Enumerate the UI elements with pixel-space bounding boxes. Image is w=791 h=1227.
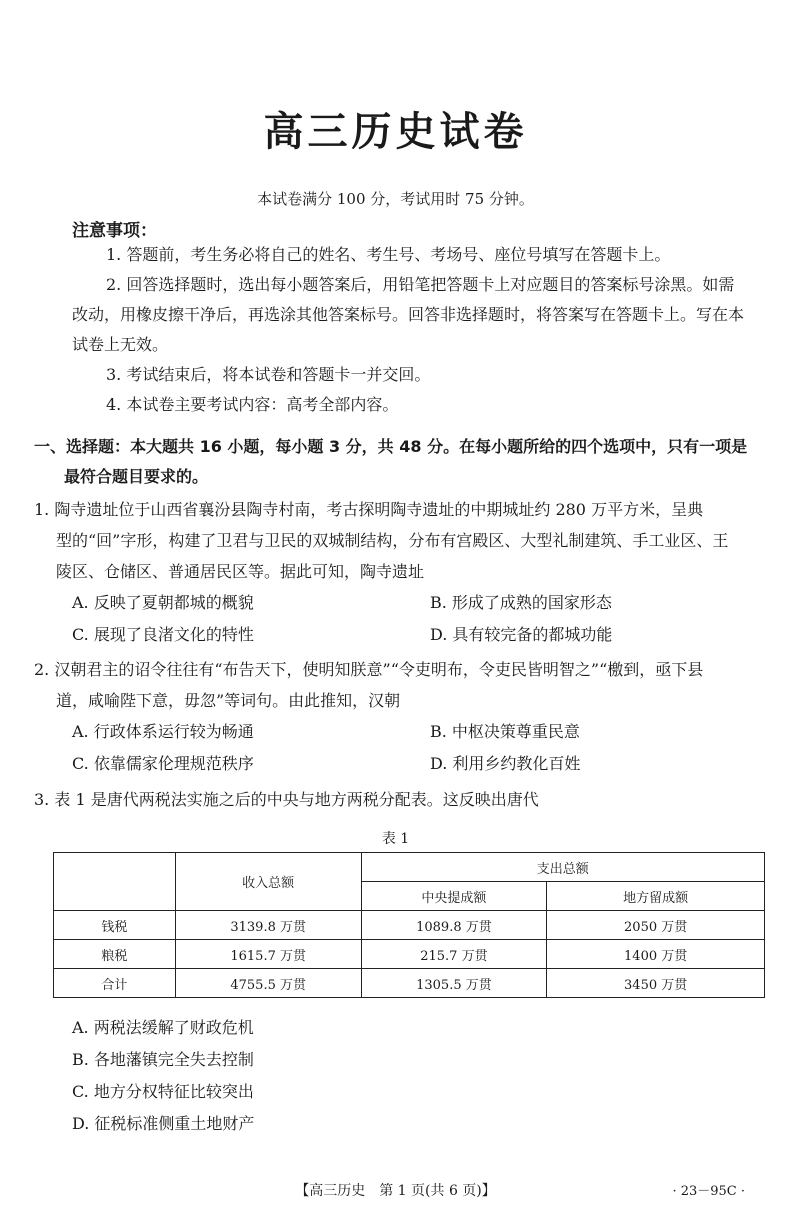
cell-income: 3139.8 万贯 — [175, 911, 361, 940]
option-d[interactable]: D. 利用乡约教化百姓 — [430, 754, 581, 773]
options — [34, 716, 769, 780]
stem-line: 型的“回”字形，构建了卫君与卫民的双城制结构，分布有宫殿区、大型礼制建筑、手工业区、王 — [56, 531, 729, 550]
option-c[interactable]: C. 依靠儒家伦理规范秩序 — [72, 754, 254, 773]
table-row — [54, 911, 765, 940]
table-row — [54, 940, 765, 969]
option-b[interactable]: B. 中枢决策尊重民意 — [430, 722, 580, 741]
table-header-expense: 支出总额 — [361, 853, 764, 882]
tax-table — [53, 852, 765, 998]
question-stem — [34, 784, 769, 815]
cell-income: 1615.7 万贯 — [175, 940, 361, 969]
option-b[interactable]: B. 各地藩镇完全失去控制 — [72, 1050, 254, 1069]
notice-heading: 注意事项： — [72, 221, 157, 241]
exam-info: 本试卷满分 100 分，考试用时 75 分钟。 — [257, 190, 534, 208]
stem-line: 3. 表 1 是唐代两税法实施之后的中央与地方两税分配表。这反映出唐代 — [34, 790, 539, 809]
table-header-central: 中央提成额 — [361, 882, 547, 911]
table-header-income: 收入总额 — [175, 853, 361, 911]
cell-local: 1400 万贯 — [547, 940, 765, 969]
question-stem — [34, 654, 769, 716]
option-a[interactable]: A. 反映了夏朝都城的概貌 — [72, 593, 254, 612]
page-title: 高三历史试卷 — [263, 109, 528, 155]
option-c[interactable]: C. 展现了良渚文化的特性 — [72, 625, 254, 644]
section-heading-line: 一、选择题：本大题共 16 小题，每小题 3 分，共 48 分。在每小题所给的四个选项中，只有一项是 — [34, 437, 748, 456]
option-a[interactable]: A. 行政体系运行较为畅通 — [72, 722, 254, 741]
cell-local: 2050 万贯 — [547, 911, 765, 940]
question-1 — [34, 494, 769, 651]
cell-local: 3450 万贯 — [547, 969, 765, 998]
options — [34, 587, 769, 651]
notice-item: 2. 回答选择题时，选出每小题答案后，用铅笔把答题卡上对应题目的答案标号涂黑。如需改动，用橡皮擦干净后，再选涂其他答案标号。回答非选择题时，将答案写在答题卡上。写在本试卷上无效。 — [72, 275, 745, 354]
option-d[interactable]: D. 征税标准侧重土地财产 — [72, 1114, 255, 1133]
cell-income: 4755.5 万贯 — [175, 969, 361, 998]
stem-line: 陵区、仓储区、普通居民区等。据此可知，陶寺遗址 — [56, 562, 425, 581]
table-header-row — [54, 853, 765, 882]
row-name: 粮税 — [54, 940, 176, 969]
question-stem — [34, 494, 769, 587]
table-caption: 表 1 — [381, 831, 410, 847]
table-header-local: 地方留成额 — [547, 882, 765, 911]
exam-code: · 23－95C · — [672, 1184, 745, 1199]
option-d[interactable]: D. 具有较完备的都城功能 — [430, 625, 613, 644]
option-c[interactable]: C. 地方分权特征比较突出 — [72, 1082, 254, 1101]
section-heading — [34, 432, 764, 492]
cell-central: 1305.5 万贯 — [361, 969, 547, 998]
notice-item: 3. 考试结束后，将本试卷和答题卡一并交回。 — [106, 365, 431, 384]
page-footer: 【高三历史 第 1 页(共 6 页)】 — [295, 1183, 496, 1199]
question-3 — [34, 784, 769, 815]
notice-item: 4. 本试卷主要考试内容：高考全部内容。 — [106, 395, 399, 414]
option-b[interactable]: B. 形成了成熟的国家形态 — [430, 593, 612, 612]
row-name: 合计 — [54, 969, 176, 998]
cell-central: 215.7 万贯 — [361, 940, 547, 969]
stem-line: 道，咸喻陛下意，毋忽”等词句。由此推知，汉朝 — [56, 691, 401, 710]
option-a[interactable]: A. 两税法缓解了财政危机 — [72, 1018, 254, 1037]
stem-line: 2. 汉朝君主的诏令往往有“布告天下，使明知朕意”“令吏明布，令吏民皆明智之”“檄到，亟下县 — [34, 660, 704, 679]
notice-item: 1. 答题前，考生务必将自己的姓名、考生号、考场号、座位号填写在答题卡上。 — [106, 245, 671, 264]
question-2 — [34, 654, 769, 780]
section-heading-line: 最符合题目要求的。 — [64, 467, 209, 486]
cell-central: 1089.8 万贯 — [361, 911, 547, 940]
table-corner-cell — [54, 853, 176, 911]
table-row — [54, 969, 765, 998]
notice-list — [72, 240, 744, 420]
stem-line: 1. 陶寺遗址位于山西省襄汾县陶寺村南，考古探明陶寺遗址的中期城址约 280 万平方米，呈典 — [34, 500, 704, 519]
row-name: 钱税 — [54, 911, 176, 940]
